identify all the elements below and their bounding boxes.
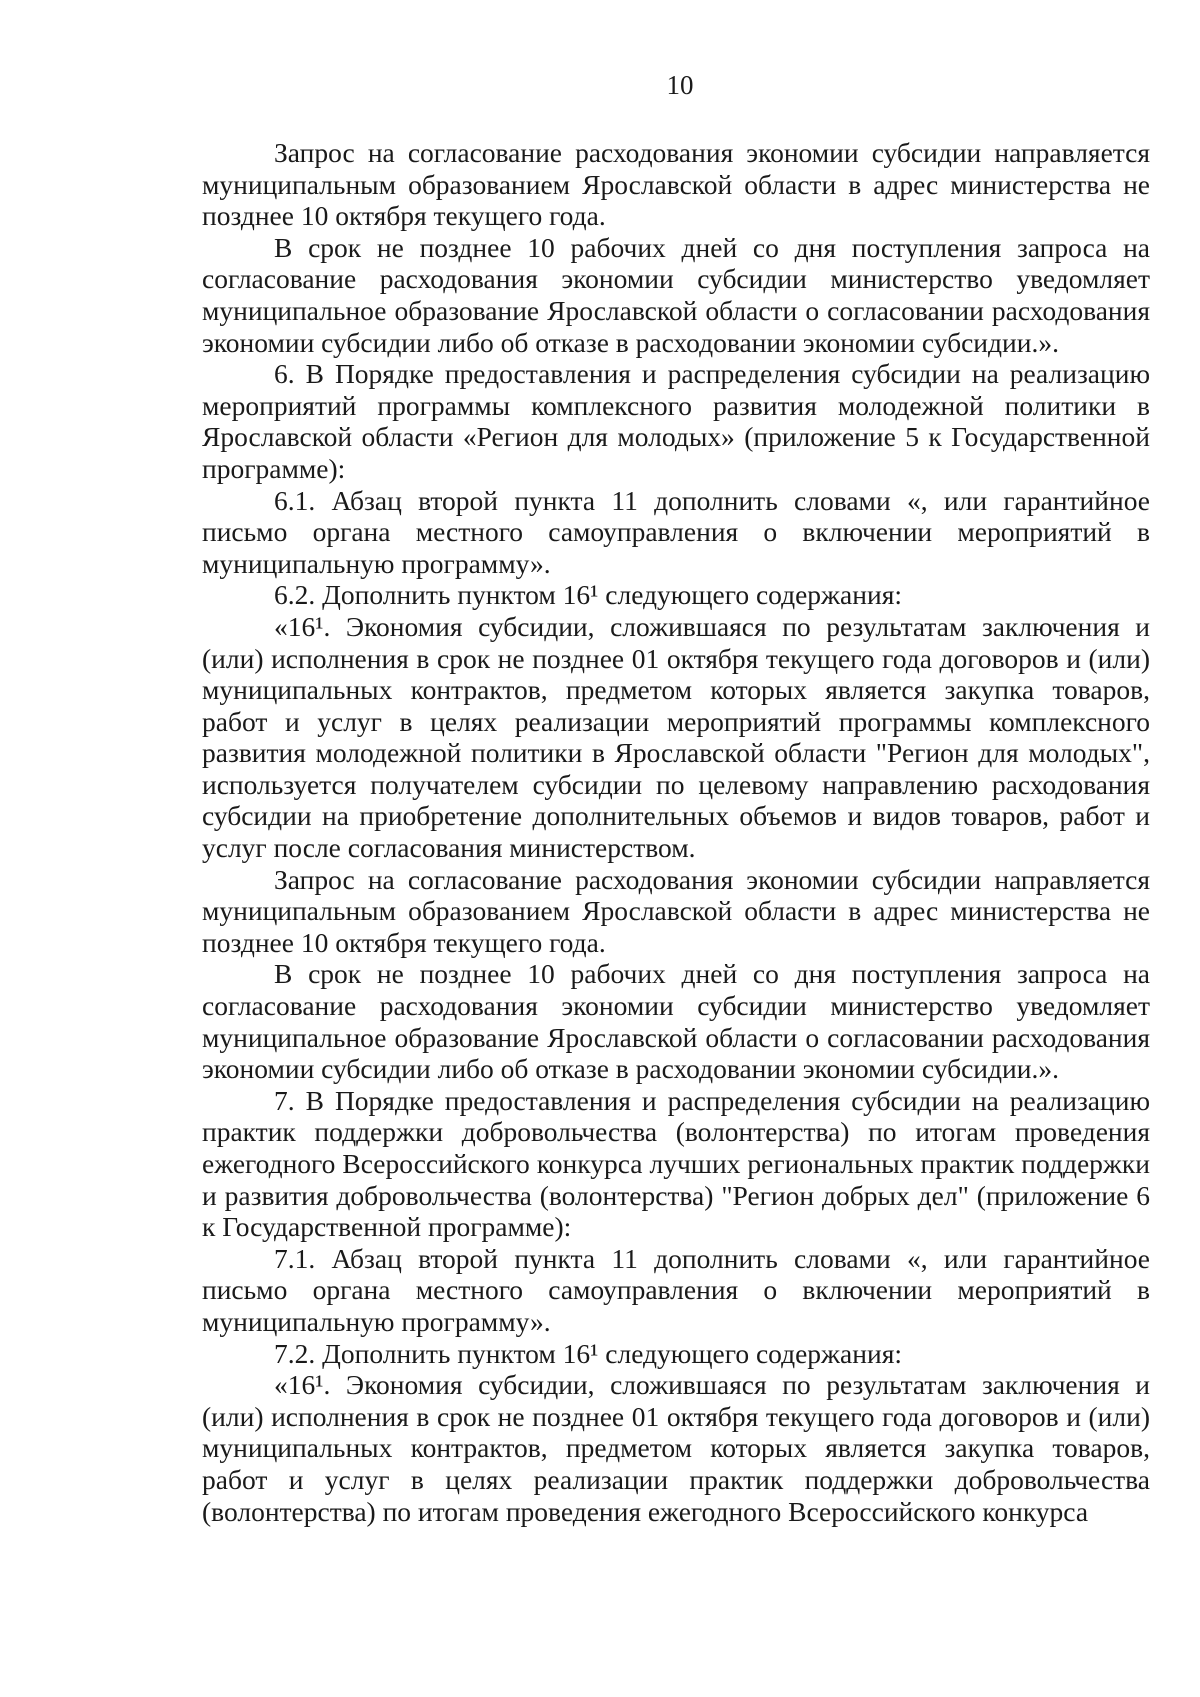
paragraph-item-6: 6. В Порядке предоставления и распределения субсидии на реализацию мероприятий программы комплексного развития молодежной политики в Ярославской области «Регион для молодых» (приложение 5 к Государственной программе): — [202, 358, 1150, 484]
paragraph-clause-16-1-b: «16¹. Экономия субсидии, сложившаяся по результатам заключения и (или) исполнения в срок не позднее 01 октября текущего года договоров и (или) муниципальных контрактов, предметом которых является закупка товаров, работ и услуг в целях реализации практик поддержки добровольчества (волонтерства) по итогам проведения ежегодного Всероссийского конкурса — [202, 1369, 1150, 1527]
paragraph-item-7-1: 7.1. Абзац второй пункта 11 дополнить словами «, или гарантийное письмо органа местного самоуправления о включении мероприятий в муниципальную программу». — [202, 1242, 1150, 1337]
paragraph-item-6-1: 6.1. Абзац второй пункта 11 дополнить словами «, или гарантийное письмо органа местного самоуправления о включении мероприятий в муниципальную программу». — [202, 484, 1150, 579]
page-number: 10 — [666, 70, 694, 100]
paragraph-item-7-2: 7.2. Дополнить пунктом 16¹ следующего содержания: — [274, 1337, 902, 1369]
paragraph-request-2: Запрос на согласование расходования экономии субсидии направляется муниципальным образованием Ярославской области в адрес министерства не позднее 10 октября текущего года. — [202, 863, 1150, 958]
paragraph-clause-16-1-a: «16¹. Экономия субсидии, сложившаяся по результатам заключения и (или) исполнения в срок не позднее 01 октября текущего года договоров и (или) муниципальных контрактов, предметом которых является закупка товаров, работ и услуг в целях реализации мероприятий программы комплексного развития молодежной политики в Ярославской области "Регион для молодых", используется получателем субсидии по целевому направлению расходования субсидии на приобретение дополнительных объемов и видов товаров, работ и услуг после согласования министерством. — [202, 610, 1150, 864]
paragraph-deadline-1: В срок не позднее 10 рабочих дней со дня поступления запроса на согласование расходования экономии субсидии министерство уведомляет муниципальное образование Ярославской области о согласовании расходования экономии субсидии либо об отказе в расходовании экономии субсидии.». — [202, 231, 1150, 358]
paragraph-item-7: 7. В Порядке предоставления и распределения субсидии на реализацию практик поддержки добровольчества (волонтерства) по итогам проведения ежегодного Всероссийского конкурса лучших региональных практик поддержки и развития добровольчества (волонтерства) "Регион добрых дел" (приложение 6 к Государственной программе): — [202, 1084, 1150, 1243]
paragraph-item-6-2: 6.2. Дополнить пунктом 16¹ следующего содержания: — [274, 579, 902, 611]
document-body — [202, 137, 1150, 1527]
paragraph-request-1: Запрос на согласование расходования экономии субсидии направляется муниципальным образованием Ярославской области в адрес министерства не позднее 10 октября текущего года. — [202, 137, 1150, 232]
paragraph-deadline-2: В срок не позднее 10 рабочих дней со дня поступления запроса на согласование расходования экономии субсидии министерство уведомляет муниципальное образование Ярославской области о согласовании расходования экономии субсидии либо об отказе в расходовании экономии субсидии.». — [202, 958, 1150, 1085]
